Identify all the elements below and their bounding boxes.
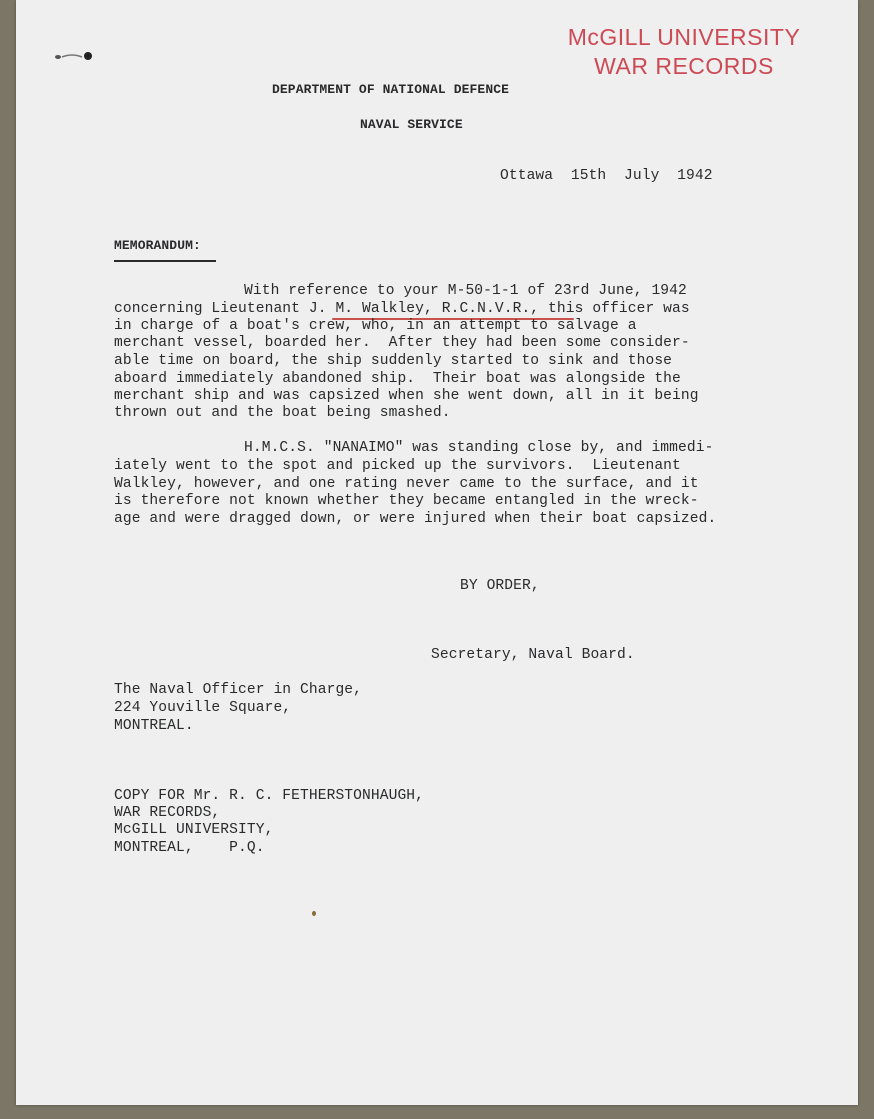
recipient-line: MONTREAL. — [114, 718, 194, 734]
signatory: Secretary, Naval Board. — [431, 647, 635, 663]
copy-line: MONTREAL, P.Q. — [114, 840, 265, 856]
bleed-through-text — [700, 80, 860, 680]
stamp-line-2: WAR RECORDS — [594, 53, 774, 79]
para1-line: thrown out and the boat being smashed. — [114, 405, 451, 421]
para2-line: H.M.C.S. "NANAIMO" was standing close by, and immedi- — [244, 440, 714, 456]
para1-line: concerning Lieutenant J. M. Walkley, R.C.N.V.R., this officer was — [114, 301, 690, 317]
stamp-line-1: McGILL UNIVERSITY — [567, 24, 801, 50]
paper-speck — [312, 911, 316, 916]
para2-line: is therefore not known whether they became entangled in the wreck- — [114, 493, 699, 509]
recipient-line: The Naval Officer in Charge, — [114, 682, 363, 698]
para2-line: iately went to the spot and picked up the survivors. Lieutenant — [114, 458, 681, 474]
mcgill-war-records-stamp — [553, 23, 815, 81]
copy-line: McGILL UNIVERSITY, — [114, 822, 274, 838]
copy-line: COPY FOR Mr. R. C. FETHERSTONHAUGH, — [114, 788, 425, 804]
para2-line: Walkley, however, and one rating never came to the surface, and it — [114, 476, 699, 492]
para2-line: age and were dragged down, or were injured when their boat capsized. — [114, 511, 717, 527]
by-order: BY ORDER, — [460, 578, 540, 594]
para1-line: in charge of a boat's crew, who, in an attempt to salvage a — [114, 318, 637, 334]
paper-clip-hole — [48, 50, 96, 64]
memo-title-underline — [114, 260, 216, 262]
recipient-line: 224 Youville Square, — [114, 700, 292, 716]
para1-line: able time on board, the ship suddenly started to sink and those — [114, 353, 673, 369]
service-heading: NAVAL SERVICE — [360, 117, 463, 132]
copy-line: WAR RECORDS, — [114, 805, 221, 821]
para1-line: With reference to your M-50-1-1 of 23rd June, 1942 — [244, 283, 687, 299]
para1-line: merchant ship and was capsized when she went down, all in it being — [114, 388, 699, 404]
para1-line: merchant vessel, boarded her. After they had been some consider- — [114, 335, 690, 351]
place-date: Ottawa 15th July 1942 — [500, 168, 713, 184]
department-heading: DEPARTMENT OF NATIONAL DEFENCE — [272, 82, 510, 97]
memo-title: MEMORANDUM: — [114, 238, 201, 253]
para1-line: aboard immediately abandoned ship. Their boat was alongside the — [114, 371, 681, 387]
